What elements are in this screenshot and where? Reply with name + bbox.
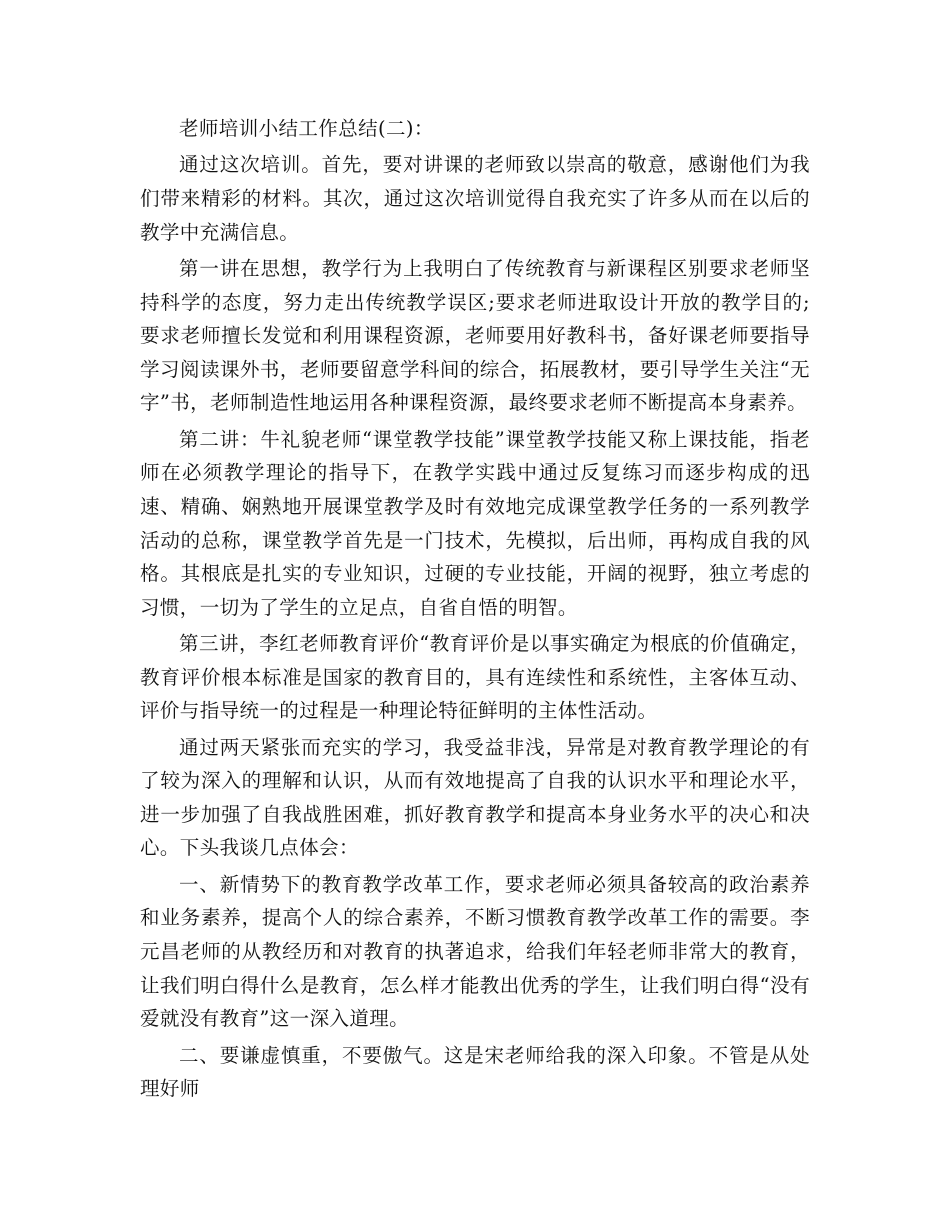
paragraph-point-two: 二、要谦虚慎重，不要傲气。这是宋老师给我的深入印象。不管是从处理好师 (140, 1043, 810, 1101)
paragraph-reflection: 通过两天紧张而充实的学习，我受益非浅，异常是对教育教学理论的有了较为深入的理解和认识，从而有效地提高了自我的认识水平和理论水平，进一步加强了自我战胜困难，抓好教育教学和提高本身业务水平的决心和决心。下头我谈几点体会： (140, 735, 810, 860)
paragraph-lecture-three: 第三讲，李红老师教育评价“教育评价是以事实确定为根底的价值确定，教育评价根本标准是国家的教育目的，具有连续性和系统性，主客体互动、评价与指导统一的过程是一种理论特征鲜明的主体性活动。 (140, 632, 810, 723)
paragraph-lecture-one: 第一讲在思想，教学行为上我明白了传统教育与新课程区别要求老师坚持科学的态度，努力走出传统教学误区;要求老师进取设计开放的教学目的;要求老师擅长发觉和利用课程资源，老师要用好教科书，备好课老师要指导学习阅读课外书，老师要留意学科间的综合，拓展教材，要引导学生关注“无字”书，老师制造性地运用各种课程资源，最终要求老师不断提高本身素养。 (140, 256, 810, 415)
document-heading: 老师培训小结工作总结(二)： (179, 117, 434, 140)
paragraph-intro: 通过这次培训。首先，要对讲课的老师致以崇高的敬意，感谢他们为我们带来精彩的材料。其次，通过这次培训觉得自我充实了许多从而在以后的教学中充满信息。 (140, 153, 810, 244)
paragraph-point-one: 一、新情势下的教育教学改革工作，要求老师必须具备较高的政治素养和业务素养，提高个人的综合素养，不断习惯教育教学改革工作的需要。李元昌老师的从教经历和对教育的执著追求，给我们年轻老师非常大的教育，让我们明白得什么是教育，怎么样才能教出优秀的学生，让我们明白得“没有爱就没有教育”这一深入道理。 (140, 872, 810, 1031)
document-body (140, 112, 810, 1109)
paragraph-lecture-two: 第二讲：牛礼貌老师“课堂教学技能”课堂教学技能又称上课技能，指老师在必须教学理论的指导下，在教学实践中通过反复练习而逐步构成的迅速、精确、娴熟地开展课堂教学及时有效地完成课堂教学任务的一系列教学活动的总称，课堂教学首先是一门技术，先模拟，后出师，再构成自我的风格。其根底是扎实的专业知识，过硬的专业技能，开阔的视野，独立考虑的习惯，一切为了学生的立足点，自省自悟的明智。 (140, 427, 810, 619)
